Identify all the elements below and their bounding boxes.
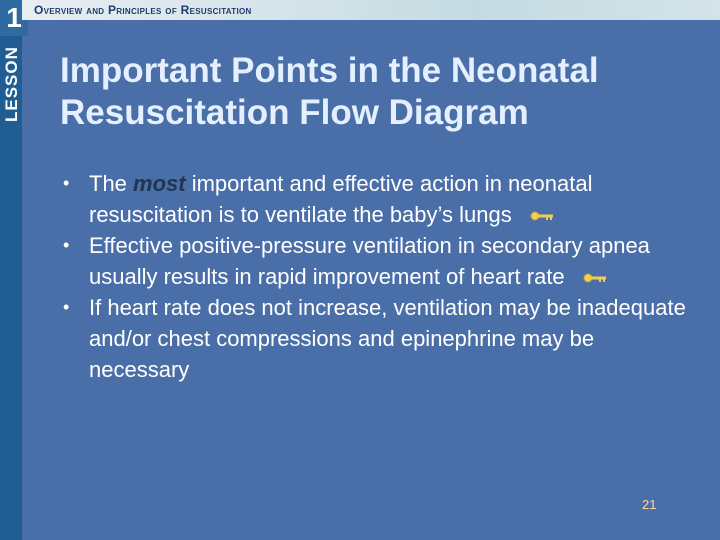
bullet-list (60, 168, 700, 385)
bullet-dot: • (63, 297, 70, 317)
slide-title: Important Points in the Neonatal Resuscitation Flow Diagram (60, 51, 599, 132)
section-title: Overview and Principles of Resuscitation (34, 3, 252, 17)
key-icon (583, 272, 607, 284)
bullet-emphasis: most (133, 171, 186, 196)
bullet-dot: • (63, 235, 70, 255)
header-bar (22, 0, 720, 20)
page-number: 21 (642, 497, 657, 512)
bullet-text: The (89, 171, 134, 196)
bullet-item (60, 292, 700, 385)
lesson-number: 1 (0, 0, 28, 36)
bullet-text: Effective positive-pressure ventilation in secondary apnea usually results in rapid improvement of heart rate (89, 233, 650, 289)
key-icon (530, 210, 554, 222)
lesson-label: LESSON (2, 46, 21, 122)
bullet-item (60, 230, 700, 292)
bullet-text: important and effective action in neonatal resuscitation is to ventilate the baby’s lungs (89, 171, 593, 227)
bullet-text: If heart rate does not increase, ventilation may be inadequate and/or chest compressions and epinephrine may be necessary (89, 295, 686, 382)
bullet-item (60, 168, 700, 230)
bullet-dot: • (63, 173, 70, 193)
